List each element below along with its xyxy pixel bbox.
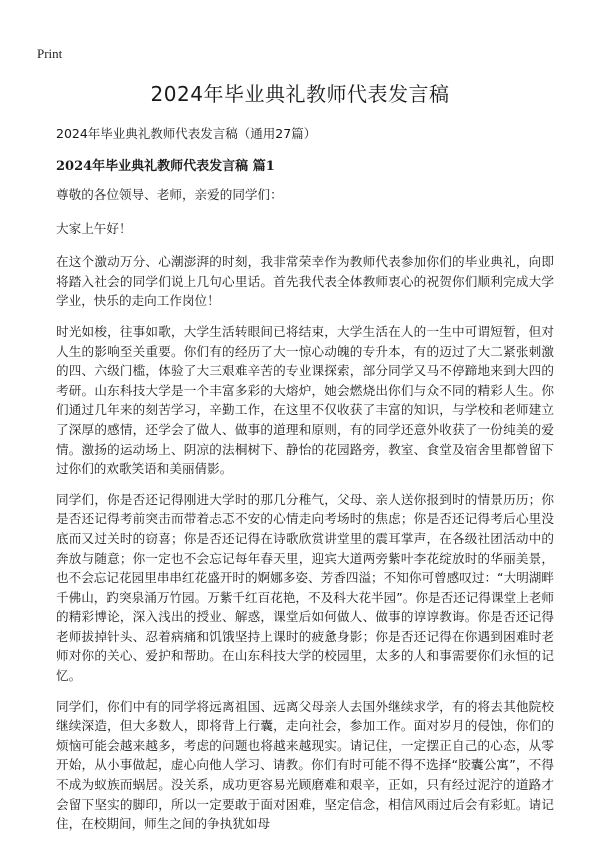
page-title: 2024年毕业典礼教师代表发言稿 [150, 82, 450, 106]
body-paragraph: 时光如梭，往事如歌，大学生活转眼间已将结束，大学生活在人的一生中可谓短暂，但对人生的影响至关重要。你们有的经历了大一惊心动魄的专升本，有的迈过了大二紧张刺激的四、六级门槛，体验了大三艰难辛苦的专业课探索，部分同学又马不停蹄地来到大四的考研。山东科技大学是一个丰富多彩的大熔炉，她会燃烧出你们与众不同的精彩人生。你们通过几年来的刻苦学习，辛勤工作，在这里不仅收获了丰富的知识，与学校和老师建立了深厚的感情，还学会了做人、做事的道理和原则，有的同学还意外收获了一份纯美的爱情。激扬的运动场上、阴凉的法桐树下、静怡的花园路旁，教室、食堂及宿舍里都曾留下过你们的欢歌笑语和美丽倩影。 [56, 323, 554, 477]
body-paragraph: 在这个激动万分、心潮澎湃的时刻，我非常荣幸作为教师代表参加你们的毕业典礼，向即将踏入社会的同学们说上几句心里话。首先我代表全体教师衷心的祝贺你们顺利完成大学学业，快乐的走向工作岗位！ [56, 254, 554, 309]
body-paragraph: 同学们，你是否还记得刚进大学时的那几分稚气，父母、亲人送你报到时的情景历历；你是否还记得考前突击而带着忐忑不安的心情走向考场时的焦虑；你是否还记得考后心里没底而又过关时的窃喜；你是否还记得在诗歌欣赏讲堂里的震耳掌声，在各级社团活动中的奔放与随意；你一定也不会忘记每年春天里，迎宾大道两旁紫叶李花绽放时的华丽美景，也不会忘记花园里串串红花盛开时的婀娜多姿、芳香四溢；不知你可曾感叹过：“大明湖畔千佛山，趵突泉涌万竹园。万紫千红百花艳，不及科大花半园”。你是否还记得课堂上老师的精彩博论，深入浅出的授业、解惑，课堂后如何做人、做事的谆谆教诲。你是否还记得老师拔掉针头、忍着病痛和饥饿坚持上课时的疲惫身影；你是否还记得在你遇到困难时老师对你的关心、爱护和帮助。在山东科技大学的校园里，太多的人和事需要你们永恒的记忆。 [56, 491, 554, 684]
section-heading: 2024年毕业典礼教师代表发言稿 篇1 [56, 159, 275, 174]
print-link[interactable]: Print [37, 46, 63, 61]
greeting-paragraph: 大家上午好！ [56, 220, 132, 236]
document-subtitle: 2024年毕业典礼教师代表发言稿（通用27篇） [56, 126, 317, 141]
body-paragraph: 同学们，你们中有的同学将远离祖国、远离父母亲人去国外继续求学，有的将去其他院校继续深造，但大多数人，即将背上行囊，走向社会，参加工作。面对岁月的侵蚀，你们的烦恼可能会越来越多，考虑的问题也将越来越现实。请记住，一定摆正自己的心态，从零开始，从小事做起，虚心向他人学习、请教。你们有时可能不得不选择“胶囊公寓”，不得不成为蚁族而蜗居。没关系，成功更容易光顾磨难和艰辛，正如，只有经过泥泞的道路才会留下坚实的脚印，所以一定要敢于面对困难，坚定信念，相信风雨过后会有彩虹。请记住，在校期间，师生之间的争执犹如母 [56, 698, 554, 832]
speech-content [56, 185, 554, 845]
salutation-paragraph: 尊敬的各位领导、老师，亲爱的同学们： [56, 187, 283, 202]
